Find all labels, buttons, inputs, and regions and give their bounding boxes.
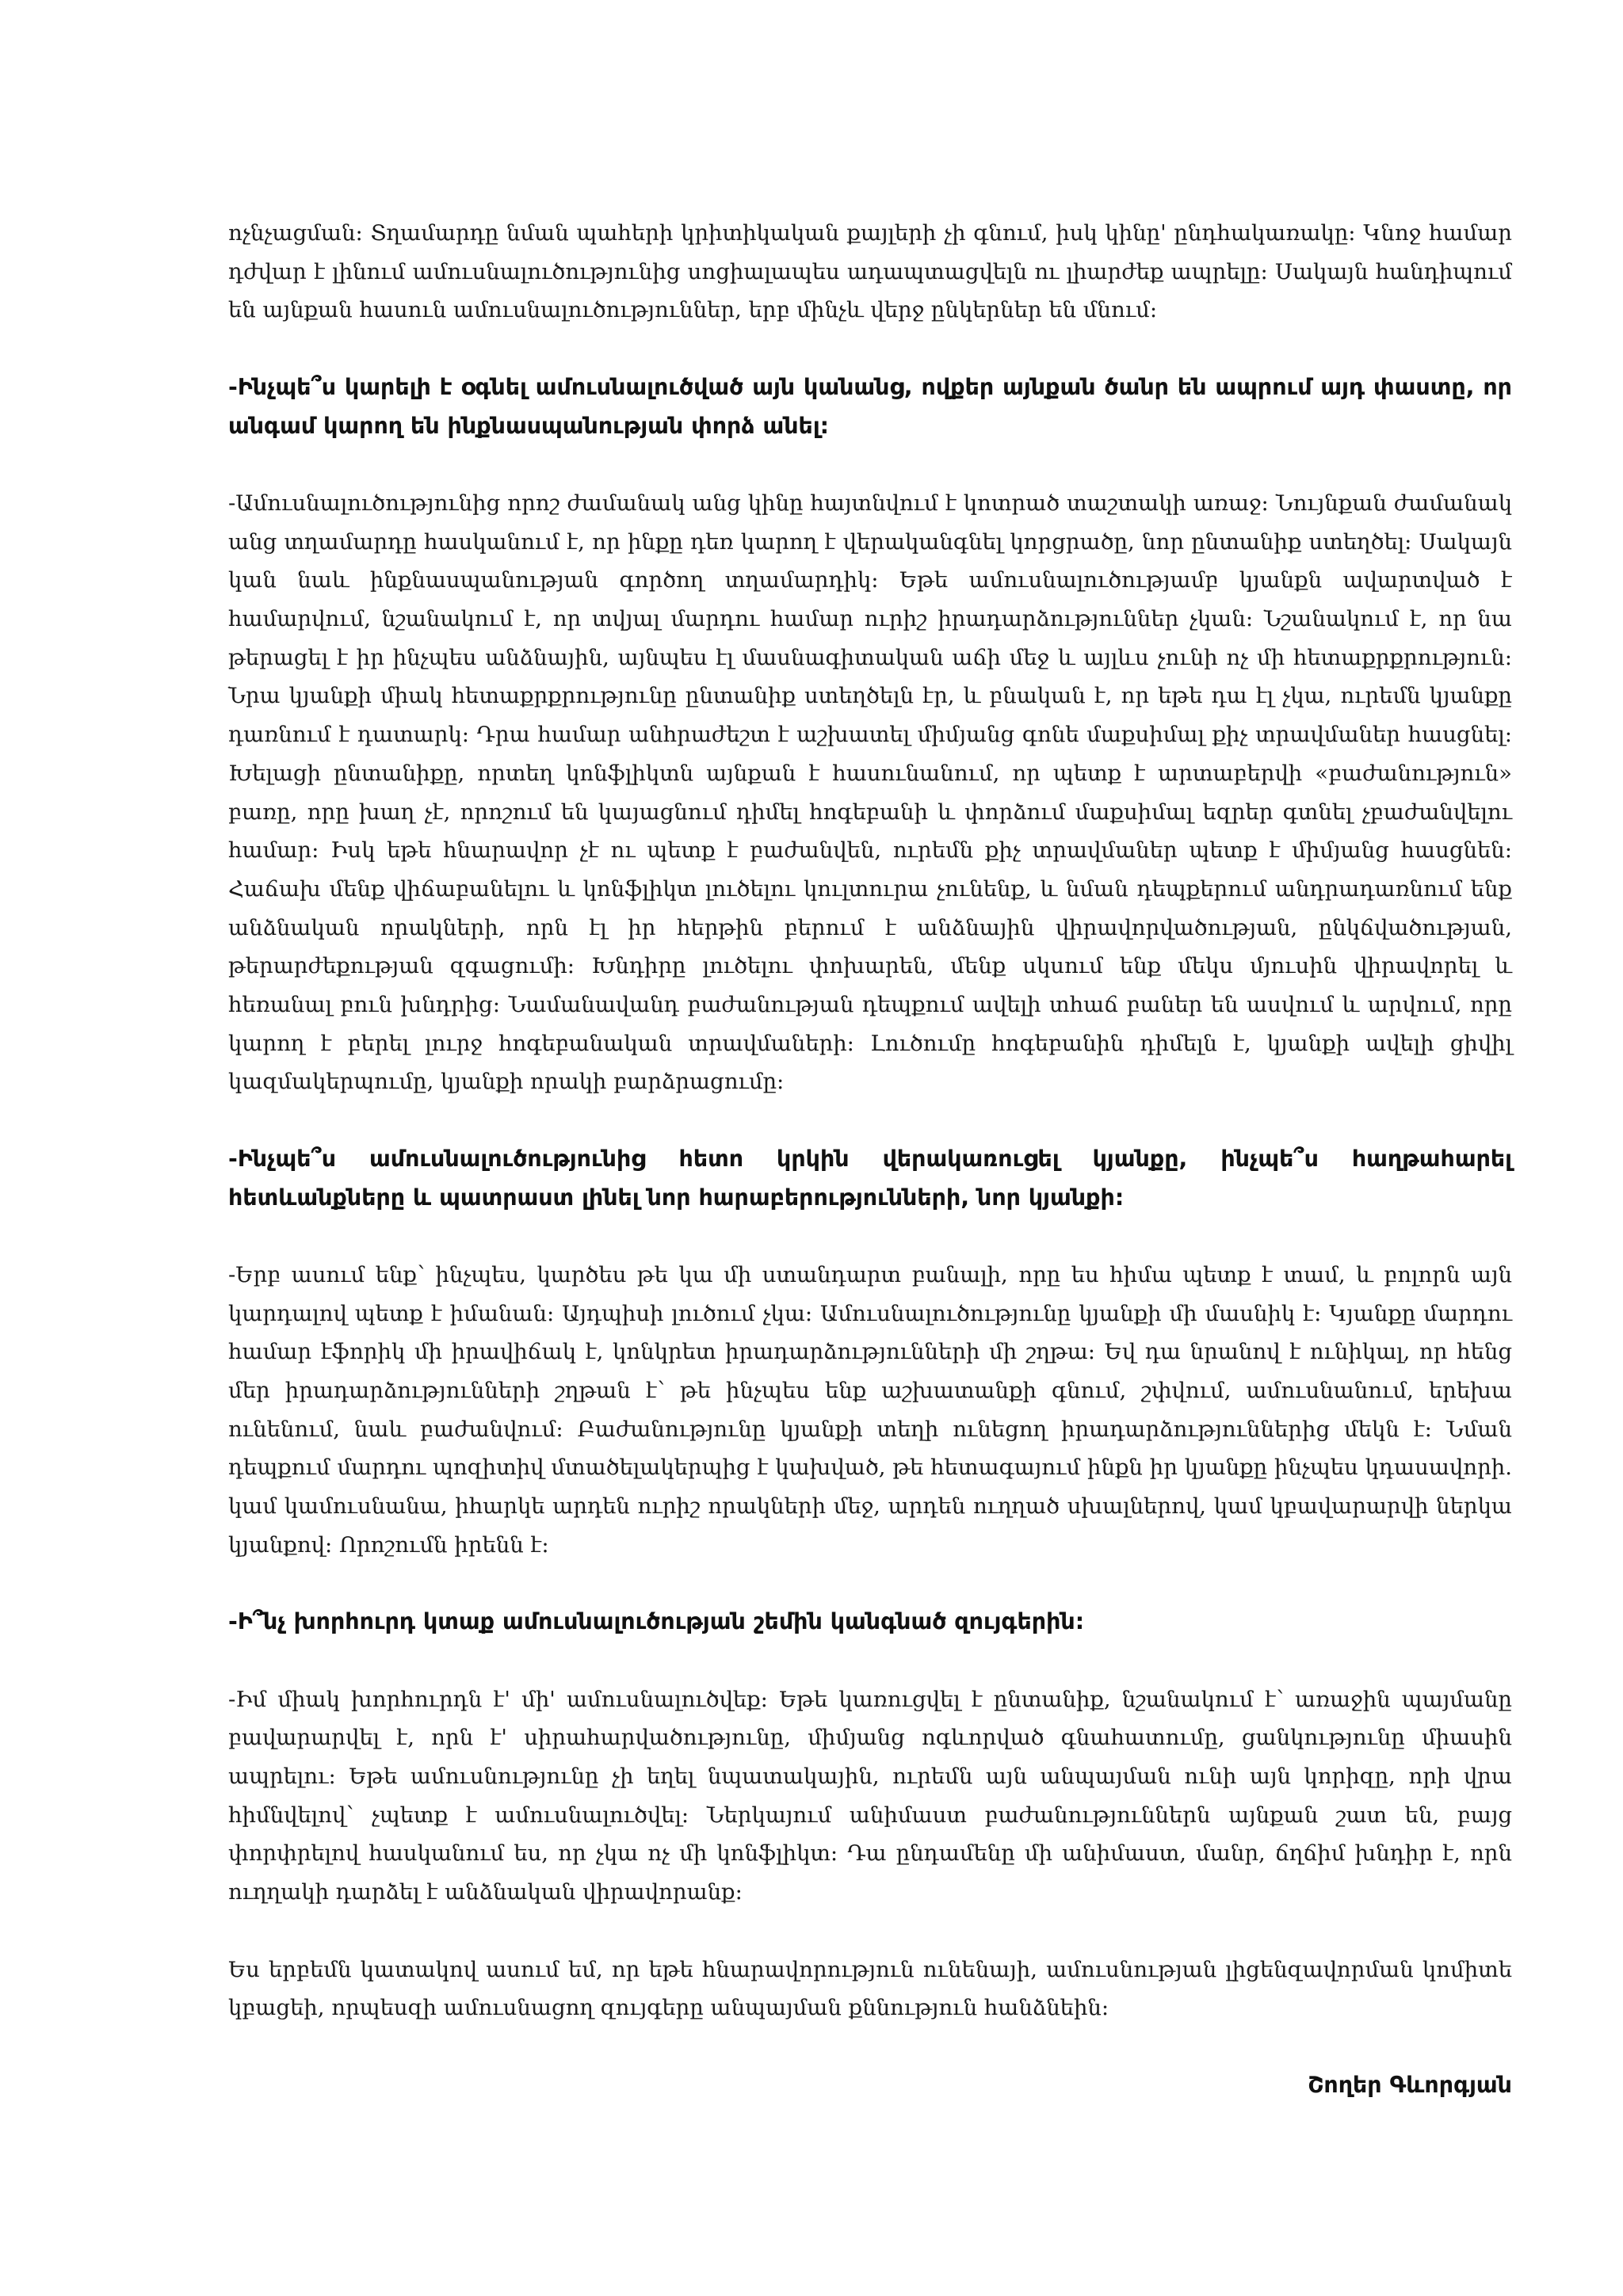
intro-paragraph: ոչնչացման: Տղամարդը նման պահերի կրիտիկական քայլերի չի գնում, իսկ կինը' ընդհակառակը: Կնոջ համար դժվար է լինում ամուսնալուծությունից սոցիալապես ադապտացվելն ու լիարժեք ապրելը: Սակայն հանդիպում են այնքան հասուն ամուսնալուծություններ, երբ մինչև վերջ ընկերներ են մնում: [228,220,1512,323]
interview-answer-3: -Իմ միակ խորհուրդն է' մի' ամուսնալուծվեք: Եթե կառուցվել է ընտանիք, նշանակում է՝ առաջին պայմանը բավարարվել է, որն է' սիրահարվածությունը, միմյանց ոգևորված գնահատումը, ցանկությունը միասին ապրելու: Եթե ամուսնությունը չի եղել նպատակային, ուրեմն այն անպայման ունի այն կորիզը, որի վրա հիմնվելով՝ չպետք է ամուսնալուծվել: Ներկայում անիմաստ բաժանություններն այնքան շատ են, բայց փորփրելով հասկանում ես, որ չկա ոչ մի կոնֆլիկտ: Դա ընդամենը մի անիմաստ, մանր, ճղճիմ խնդիր է, որն ուղղակի դարձել է անձնական վիրավորանք: [228,1686,1512,1905]
interview-question-2: -Ինչպե՞ս ամուսնալուծությունից հետո կրկին վերակառուցել կյանքը, ինչպե՞ս հաղթահարել հետևանքները և պատրաստ լինել նոր հարաբերությունների, նոր կյանքի: [228,1145,1512,1211]
article-page [228,214,1512,2104]
interview-answer-1: -Ամուսնալուծությունից որոշ ժամանակ անց կինը հայտնվում է կոտրած տաշտակի առաջ: Նույնքան ժամանակ անց տղամարդը հասկանում է, որ ինքը դեռ կարող է վերականգնել կորցրածը, նոր ընտանիք ստեղծել: Սակայն կան նաև ինքնասպանության գործող տղամարդիկ: Եթե ամուսնալուծությամբ կյանքն ավարտված է համարվում, նշանակում է, որ տվյալ մարդու համար ուրիշ իրադարձություններ չկան: Նշանակում է, որ նա թերացել է իր ինչպես անձնային, այնպես էլ մասնագիտական աճի մեջ և այլևս չունի ոչ մի հետաքրքրություն: Նրա կյանքի միակ հետաքրքրությունը ընտանիք ստեղծելն էր, և բնական է, որ եթե դա էլ չկա, ուրեմն կյանքը դառնում է դատարկ: Դրա համար անհրաժեշտ է աշխատել միմյանց գոնե մաքսիմալ քիչ տրավմաներ հասցնել: Խելացի ընտանիքը, որտեղ կոնֆլիկտն այնքան է հասունանում, որ պետք է արտաբերվի «բաժանություն» բառը, որը խաղ չէ, որոշում են կայացնում դիմել հոգեբանի և փորձում մաքսիմալ եզրեր գտնել չբաժանվելու համար: Իսկ եթե հնարավոր չէ ու պետք է բաժանվեն, ուրեմն քիչ տրավմաներ պետք է միմյանց հասցնեն: Հաճախ մենք վիճաբանելու և կոնֆլիկտ լուծելու կուլտուրա չունենք, և նման դեպքերում անդրադառնում ենք անձնական որակների, որն էլ իր հերթին բերում է անձնային վիրավորվածության, ընկճվածության, թերարժեքության զգացումի: Խնդիրը լուծելու փոխարեն, մենք սկսում ենք մեկս մյուսին վիրավորել և հեռանալ բուն խնդրից: Նամանավանդ բաժանության դեպքում ավելի տհաճ բաներ են ասվում և արվում, որը կարող է բերել լուրջ հոգեբանական տրավմաների: Լուծումը հոգեբանին դիմելն է, կյանքի ավելի ցիվիլ կազմակերպումը, կյանքի որակի բարձրացումը: [228,490,1512,1095]
interview-answer-2: -Երբ ասում ենք՝ ինչպես, կարծես թե կա մի ստանդարտ բանալի, որը ես հիմա պետք է տամ, և բոլորն այն կարդալով պետք է իմանան: Այդպիսի լուծում չկա: Ամուսնալուծությունը կյանքի մի մասնիկ է: Կյանքը մարդու համար էֆորիկ մի իրավիճակ է, կոնկրետ իրադարձությունների մի շղթա: Եվ դա նրանով է ունիկալ, որ հենց մեր իրադարձությունների շղթան է՝ թե ինչպես ենք աշխատանքի գնում, շփվում, ամուսնանում, երեխա ունենում, նաև բաժանվում: Բաժանությունը կյանքի տեղի ունեցող իրադարձություններից մեկն է: Նման դեպքում մարդու պոզիտիվ մտածելակերպից է կախված, թե հետագայում ինքն իր կյանքը ինչպես կդասավորի. կամ կամուսնանա, իհարկե արդեն ուրիշ որակների մեջ, արդեն ուղղած սխալներով, կամ կբավարարվի ներկա կյանքով: Որոշումն իրենն է: [228,1261,1512,1558]
spacer [228,1912,1512,1951]
author-signature: Շողեր Գևորգյան [1308,2071,1512,2098]
spacer [228,330,1512,368]
interview-question-1: -Ինչպե՞ս կարելի է օգնել ամուսնալուծված այն կանանց, ովքեր այնքան ծանր են ապրում այդ փաստը, որ անգամ կարող են ինքնասպանության փորձ անել: [228,373,1512,439]
spacer [228,1565,1512,1604]
closing-paragraph: Ես երբեմն կատակով ասում եմ, որ եթե հնարավորություն ունենայի, ամուսնության լիցենզավորման կոմիտե կբացեի, որպեսզի ամուսնացող զույգերը անպայման քննություն հանձնեին: [228,1956,1512,2021]
spacer [228,2027,1512,2066]
interview-question-3: -Ի՞նչ խորհուրդ կտաք ամուսնալուծության շեմին կանգնած զույգերին: [228,1608,1085,1635]
spacer [228,1101,1512,1140]
spacer [228,1642,1512,1680]
spacer [228,445,1512,484]
spacer [228,1217,1512,1256]
